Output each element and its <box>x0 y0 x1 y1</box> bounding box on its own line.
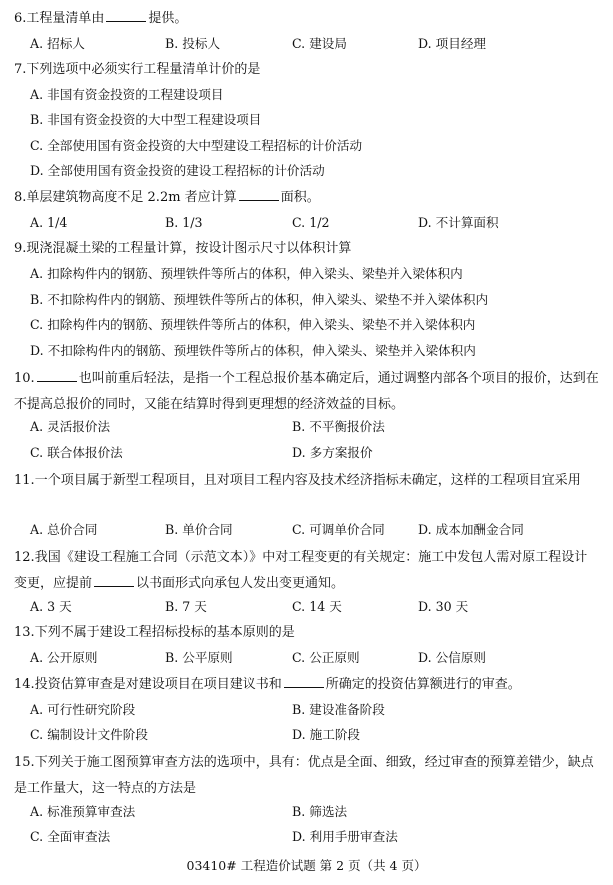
option: D. 多方案报价 <box>292 445 373 460</box>
question-13: 13.下列不属于建设工程招标投标的基本原则的是 <box>14 625 295 640</box>
option: D. 项目经理 <box>418 36 487 51</box>
option: C. 联合体报价法 <box>30 445 123 460</box>
option: A. 招标人 <box>30 36 85 51</box>
option: B. 建设准备阶段 <box>292 702 385 717</box>
option: A. 标准预算审查法 <box>30 804 136 819</box>
option: B. 筛选法 <box>292 804 348 819</box>
option: C. 可调单价合同 <box>292 522 385 537</box>
question-9: 9.现浇混凝土梁的工程量计算，按设计图示尺寸以体积计算 <box>14 241 352 256</box>
option: A. 总价合同 <box>30 522 98 537</box>
question-14: 14.投资估算审查是对建设项目在项目建议书和 所确定的投资估算额进行的审查。 <box>14 677 521 692</box>
option: B. 公平原则 <box>165 650 233 665</box>
answer-blank <box>284 675 324 688</box>
option: C. 全面审查法 <box>30 829 111 844</box>
answer-blank <box>106 9 146 22</box>
option: C. 1/2 <box>292 215 330 230</box>
option: A. 3 天 <box>30 599 72 614</box>
option: C. 公正原则 <box>292 650 360 665</box>
option: C. 编制设计文件阶段 <box>30 727 148 742</box>
option: B. 非国有资金投资的大中型工程建设项目 <box>30 112 262 127</box>
option: D. 公信原则 <box>418 650 487 665</box>
option: A. 1/4 <box>30 215 68 230</box>
answer-blank <box>94 574 134 587</box>
option: A. 灵活报价法 <box>30 419 111 434</box>
option: C. 14 天 <box>292 599 342 614</box>
option: A. 公开原则 <box>30 650 98 665</box>
question-8: 8.单层建筑物高度不足 2.2m 者应计算 面积。 <box>14 190 320 205</box>
option: B. 7 天 <box>165 599 207 614</box>
answer-blank <box>37 369 77 382</box>
question-12: 12.我国《建设工程施工合同（示范文本）》中对工程变更的有关规定：施工中发包人需对原工程设计变更，应提前 以书面形式向承包人发出变更通知。 <box>14 550 588 591</box>
option: C. 扣除构件内的钢筋、预埋铁件等所占的体积，伸入梁头、梁垫不并入梁体积内 <box>30 317 476 332</box>
option: C. 建设局 <box>292 36 347 51</box>
question-15: 15.下列关于施工图预算审查方法的选项中，具有：优点是全面、细致，经过审查的预算差错少，缺点是工作量大，这一特点的方法是 <box>14 755 594 796</box>
option: B. 投标人 <box>165 36 221 51</box>
option: B. 不平衡报价法 <box>292 419 385 434</box>
answer-blank <box>239 188 279 201</box>
option: D. 30 天 <box>418 599 469 614</box>
page-footer: 03410# 工程造价试题 第 2 页（共 4 页） <box>186 858 427 873</box>
option: D. 利用手册审查法 <box>292 829 398 844</box>
option: A. 扣除构件内的钢筋、预埋铁件等所占的体积，伸入梁头、梁垫并入梁体积内 <box>30 266 463 281</box>
option: A. 可行性研究阶段 <box>30 702 136 717</box>
option: D. 不扣除构件内的钢筋、预埋铁件等所占的体积，伸入梁头、梁垫并入梁体积内 <box>30 343 476 358</box>
question-6: 6.工程量清单由 提供。 <box>14 11 188 26</box>
option: D. 不计算面积 <box>418 215 499 230</box>
question-10: 10. 也叫前重后轻法，是指一个工程总报价基本确定后，通过调整内部各个项目的报价，达到在不提高总报价的同时，又能在结算时得到更理想的经济效益的目标。 <box>14 371 599 412</box>
option: C. 全部使用国有资金投资的大中型建设工程招标的计价活动 <box>30 138 363 153</box>
question-11: 11.一个项目属于新型工程项目，且对项目工程内容及技术经济指标未确定，这样的工程项目宜采用 <box>14 473 581 488</box>
question-7: 7.下列选项中必须实行工程量清单计价的是 <box>14 62 261 77</box>
option: B. 1/3 <box>165 215 203 230</box>
option: B. 不扣除构件内的钢筋、预埋铁件等所占的体积，伸入梁头、梁垫不并入梁体积内 <box>30 292 489 307</box>
option: D. 施工阶段 <box>292 727 361 742</box>
option: B. 单价合同 <box>165 522 233 537</box>
option: A. 非国有资金投资的工程建设项目 <box>30 87 224 102</box>
option: D. 全部使用国有资金投资的建设工程招标的计价活动 <box>30 163 325 178</box>
option: D. 成本加酬金合同 <box>418 522 524 537</box>
